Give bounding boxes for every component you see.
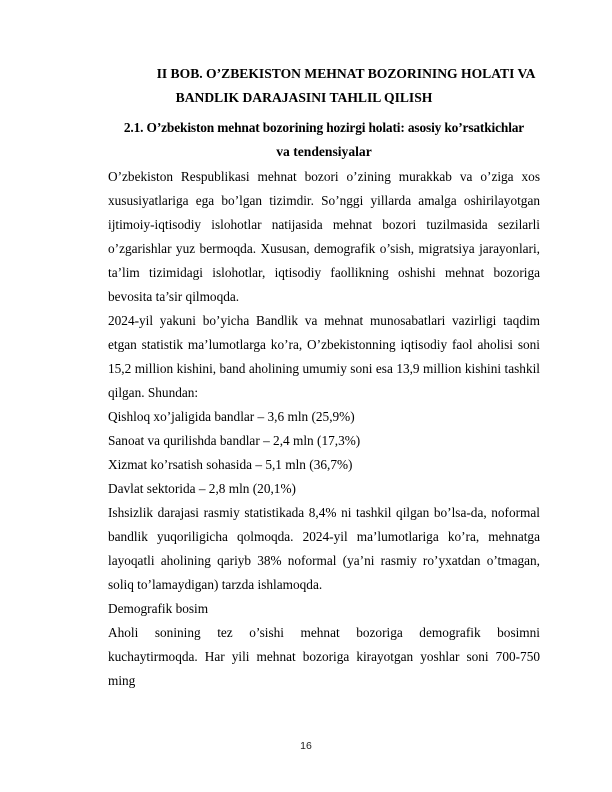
list-item-agriculture: Qishloq xo’jaligida bandlar – 3,6 mln (25,9%) [108, 409, 355, 424]
list-item-industry: Sanoat va qurilishda bandlar – 2,4 mln (17,3%) [108, 433, 361, 448]
section-heading-line2: va tendensiyalar [276, 144, 372, 159]
chapter-heading-line1: II BOB. O’ZBEKISTON MEHNAT BOZORINING HOLATI VA [156, 66, 536, 81]
page-number: 16 [300, 740, 312, 752]
paragraph-statistics: 2024-yil yakuni bo’yicha Bandlik va mehnat munosabatlari vazirligi taqdim etgan statistik ma’lumotlarga ko’ra, O’zbekistonning iqtisodiy faol aholisi soni 15,2 million kishini, band aholining umumiy soni esa 13,9 million kishini tashkil qilgan. Shundan: [108, 313, 540, 400]
subheading-demographic: Demografik bosim [108, 601, 209, 616]
list-item-services: Xizmat ko’rsatish sohasida – 5,1 mln (36,7%) [108, 457, 353, 472]
body-text [108, 165, 540, 693]
paragraph-demographic: Aholi sonining tez o’sishi mehnat bozoriga demografik bosimni kuchaytirmoqda. Har yili mehnat bozoriga kirayotgan yoshlar soni 700-750 ming [108, 625, 540, 688]
list-item-public-sector: Davlat sektorida – 2,8 mln (20,1%) [108, 481, 296, 496]
paragraph-informal-employment: Ishsizlik darajasi rasmiy statistikada 8,4% ni tashkil qilgan bo’lsa-da, noformal bandlik yuqoriligicha qolmoqda. 2024-yil ma’lumotlariga ko’ra, mehnatga layoqatli aholining qariyb 38% noformal (ya’ni rasmiy ro’yxatdan o’tmagan, soliq to’lamaydigan) tarzda ishlamoqda. [108, 505, 540, 592]
section-heading-line1: 2.1. O’zbekiston mehnat bozorining hozirgi holati: asosiy ko’rsatkichlar [123, 120, 525, 135]
paragraph-intro: O’zbekiston Respublikasi mehnat bozori o’zining murakkab va o’ziga xos xususiyatlariga ega bo’lgan tizimdir. So’nggi yillarda amalga oshirilayotgan ijtimoiy-iqtisodiy islohotlar natijasida mehnat bozori tuzilmasida sezilarli o’zgarishlar yuz bermoqda. Xususan, demografik o’sish, migratsiya jarayonlari, ta’lim tizimidagi islohotlar, iqtisodiy faollikning oshishi mehnat bozoriga bevosita ta’sir qilmoqda. [108, 169, 540, 304]
chapter-heading-line2: BANDLIK DARAJASINI TAHLIL QILISH [175, 90, 433, 105]
